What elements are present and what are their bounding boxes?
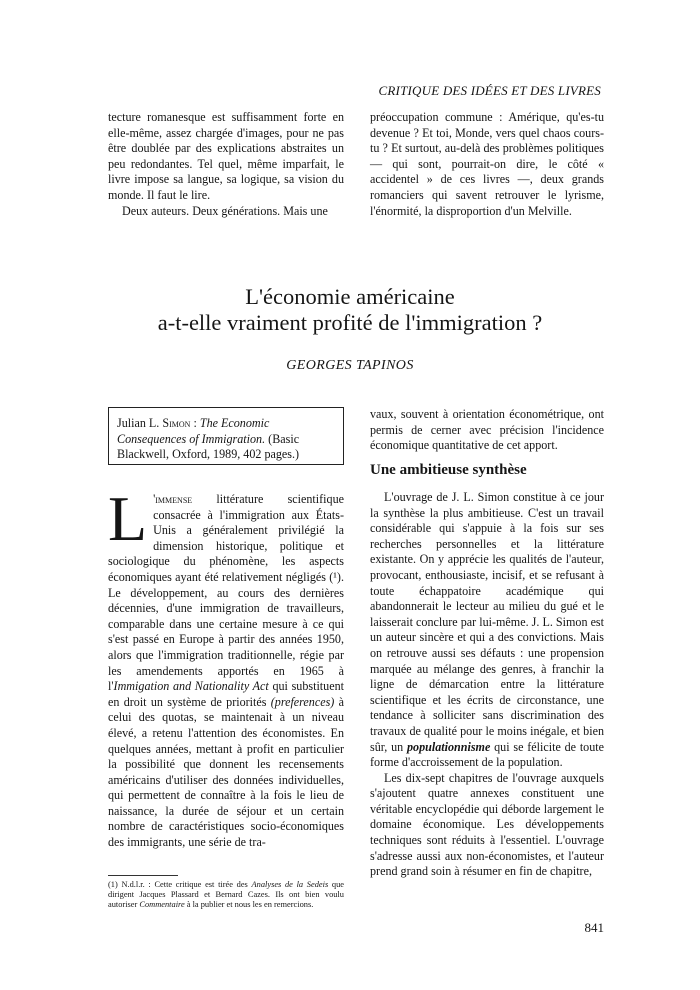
populationnisme-term: populationnisme (407, 739, 491, 754)
page-number: 841 (584, 920, 604, 935)
top-left-paragraph-2: Deux auteurs. Deux générations. Mais une (122, 203, 328, 218)
book-publisher: (Basic Blackwell, Oxford, 1989, 402 pages.) (117, 431, 300, 462)
running-head: CRITIQUE DES IDÉES ET DES LIVRES (378, 83, 601, 98)
book-ref-separator: : (190, 416, 200, 430)
top-right-column (370, 110, 604, 219)
preferences-term: (preferences) (270, 694, 335, 709)
section-heading: Une ambitieuse synthèse (370, 462, 527, 478)
drop-cap: L (108, 483, 148, 554)
intro-text-1: littérature scientifique consacrée à l'immigration aux États-Unis a généralement privilégié la dimension historique, politique et sociologique du phénomène, les aspects économiques ayant été relativement négligés (¹). Le développement, au cours des dernières décennies, d'une immigration de travailleurs, comparable dans une certaine mesure à ce qui s'est passé en Europe à partir des années 1950, alors que l'immigration traditionnelle, régie par les amendements apportés en 1965 à l' (108, 492, 344, 694)
book-author-last: Simon (162, 416, 191, 430)
synthesis-paragraph-1 (370, 490, 604, 771)
intro-text-2: qui substituent en droit un système de priorités (108, 679, 344, 709)
main-left-column (108, 483, 344, 851)
article-title-line-2: a-t-elle vraiment profité de l'immigration ? (157, 310, 543, 335)
top-left-column (108, 110, 344, 219)
right-column-body (370, 490, 604, 880)
footnote-text-2: que dirigent Jacques Plassard et Bernard Cazes. Ils ont bien voulu autoriser (108, 880, 344, 910)
top-right-paragraph-1: préoccupation commune : Amérique, qu'es-tu devenue ? Et toi, Monde, vers quel chaos cours-tu ? Et surtout, au-delà des problèmes politiques — qui sont, pourrait-on dire, le côté « accidentel » de ces livres —, deux grands romanciers qui savent retrouver le lyrisme, l'énormité, la disproportion d'un Melville. (370, 110, 604, 218)
article-title (60, 284, 640, 336)
book-author-first: Julian L. (117, 416, 160, 430)
top-left-paragraph-1: tecture romanesque est suffisamment forte en elle-même, assez chargée d'images, pour ne pas être doublée par des explications abstraites un peu redondantes. Tel quel, même imparfait, le livre impose sa langue, sa logique, sa vision du monde. Il faut le lire. (108, 110, 344, 202)
act-name: Immigation and Nationality Act (113, 679, 269, 694)
footnote-text-1: (1) N.d.l.r. : Cette critique est tirée des (108, 880, 252, 889)
intro-text-3: à celui des quotas, se maintenait à un niveau élevé, a retenu l'attention des économistes. En quelques années, mettant à profit en particulier la possibilité que donnent les recensements américains d'utiliser des données individuelles, qui permettent de connaître à la fois le lieu de naissance, la durée de séjour et un certain nombre de caractéristiques socio-économiques des immigrants, une série de tra- (108, 694, 344, 850)
footnote-magazine: Commentaire (139, 900, 185, 910)
footnote-rule (108, 875, 178, 876)
lead-word: 'immense (153, 492, 193, 506)
article-title-line-1: L'économie américaine (245, 284, 455, 309)
footnote (108, 880, 344, 911)
synthesis-text-1a: L'ouvrage de J. L. Simon constitue à ce jour la synthèse la plus ambitieuse. C'est un travail considérable qui s'appuie à la fois sur ses recherches personnelles et la littérature existante. On y apprécie les qualités de l'auteur, provocant, enthousiaste, incisif, et se refusant à toute échappatoire académique qui abandonnerait le lecteur au milieu du gué et le laisserait conclure par lui-même. J. L. Simon est un auteur sincère et qui a des convictions. Mais on retrouve aussi ses défauts : une propension marquée au mélange des genres, à franchir la ligne de démarcation entre la littérature scientifique et les écrits de circonstance, une tendance à solliciter sans discrimination des travaux de qualité pour le moins inégale, et bien sûr, un (370, 490, 604, 754)
synthesis-text-1b: qui se félicite de toute forme d'accroissement de la population. (370, 739, 604, 770)
book-reference-box (108, 407, 344, 465)
synthesis-paragraph-2: Les dix-sept chapitres de l'ouvrage auxquels s'ajoutent quatre annexes constituent une véritable encyclopédie qui déborde largement le domaine économique. Les développements techniques sont réduits à l'essentiel. L'ouvrage s'adresse aussi aux non-économistes, et l'auteur prend grand soin à résumer en fin de chapitre, (370, 770, 604, 879)
footnote-journal: Analyses de la Sedeis (251, 880, 329, 889)
intro-paragraph (108, 483, 344, 851)
book-title: The Economic Consequences of Immigration. (117, 416, 270, 446)
article-author: GEORGES TAPINOS (286, 358, 414, 373)
right-column-continuation (370, 407, 604, 454)
footnote-text-3: à la publier et nous les en remercions. (184, 900, 314, 910)
continuation-paragraph: vaux, souvent à orientation économétrique, ont permis de cerner avec précision l'incidence économique quantitative de cet apport. (370, 407, 604, 453)
